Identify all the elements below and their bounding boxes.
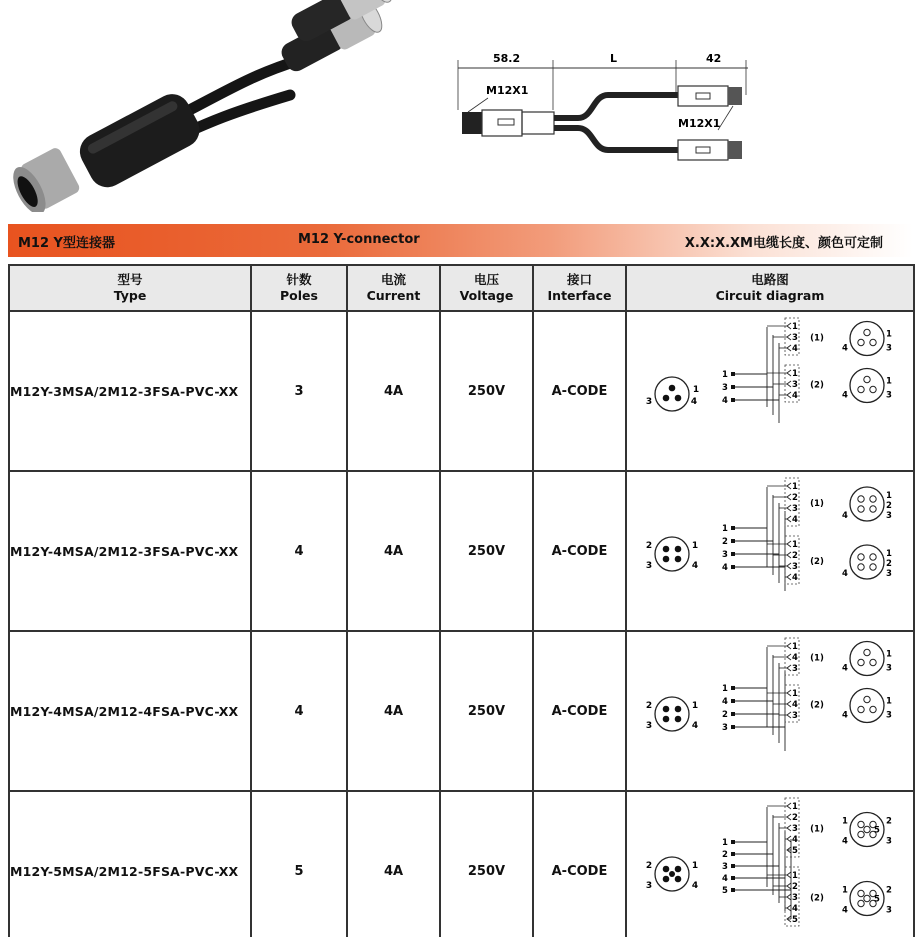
female-pin-label: 1	[886, 649, 892, 660]
female-pin-label: 2	[886, 559, 892, 569]
terminal-pin-label: 3	[792, 664, 798, 674]
pin-dot	[669, 385, 676, 392]
socket-hole	[858, 706, 864, 712]
male-connector-face	[655, 377, 689, 411]
socket-hole	[858, 506, 864, 512]
socket-hole	[858, 339, 864, 345]
wire-terminal	[731, 385, 735, 389]
terminal-pin-label: 1	[792, 871, 798, 881]
input-pin-label: 1	[722, 684, 728, 694]
terminal-pin-label: 1	[792, 482, 798, 492]
current-cell: 4A	[347, 791, 440, 937]
terminal-pin-label: 4	[792, 391, 798, 401]
male-pin-label: 3	[645, 721, 653, 731]
male-pin-label: 3	[645, 397, 653, 407]
contact-arrow	[787, 345, 791, 351]
female-connector-face	[850, 545, 884, 579]
contact-arrow	[787, 334, 791, 340]
contact-arrow	[787, 872, 791, 878]
spec-table	[8, 264, 915, 937]
voltage-cell: 250V	[440, 311, 533, 471]
socket-hole	[870, 386, 876, 392]
female-pin-label: 3	[886, 343, 892, 354]
group-tag: (2)	[810, 380, 824, 391]
contact-arrow	[787, 690, 791, 696]
table-row	[9, 791, 914, 937]
input-pin-label: 5	[722, 886, 728, 896]
terminal-pin-label: 2	[792, 493, 798, 503]
voltage-cell: 250V	[440, 471, 533, 631]
circuit-diagram-cell	[626, 311, 914, 471]
socket-hole	[870, 506, 876, 512]
input-pin-label: 3	[722, 862, 728, 872]
terminal-pin-label: 4	[792, 515, 798, 525]
male-connector-face	[655, 697, 689, 731]
input-pin-label: 1	[722, 838, 728, 848]
female-pin-label: 1	[886, 329, 892, 340]
female-pin-label: 1	[886, 549, 892, 559]
socket-hole	[858, 564, 864, 570]
circuit-diagram-cell	[626, 471, 914, 631]
wire-terminal	[731, 565, 735, 569]
header-voltage: 电压 Voltage	[440, 265, 533, 311]
terminal-pin-label: 4	[792, 344, 798, 354]
socket-hole	[864, 376, 870, 382]
input-pin-label: 1	[722, 370, 728, 380]
thread-female-label: M12X1	[678, 117, 721, 130]
terminal-pin-label: 4	[792, 573, 798, 583]
male-pin-label: 1	[691, 701, 699, 711]
contact-arrow	[787, 494, 791, 500]
female-pin-label: 3	[886, 836, 892, 847]
terminal-pin-label: 1	[792, 802, 798, 812]
pin-dot	[675, 876, 682, 883]
pin-dot	[663, 395, 670, 402]
header-poles: 针数 Poles	[251, 265, 347, 311]
terminal-pin-label: 5	[792, 846, 798, 856]
group-tag: (1)	[810, 333, 824, 344]
terminal-pin-label: 1	[792, 369, 798, 379]
current-cell: 4A	[347, 471, 440, 631]
female-connector-face	[850, 322, 884, 356]
female-pin-label: 2	[886, 816, 892, 827]
interface-cell: A-CODE	[533, 791, 626, 937]
group-tag: (2)	[810, 557, 824, 567]
female-pin-label: 4	[842, 663, 848, 674]
contact-arrow	[787, 541, 791, 547]
group-tag: (2)	[810, 700, 824, 711]
wire-terminal	[731, 539, 735, 543]
dimension-drawing	[448, 40, 768, 170]
female-pin-label: 4	[842, 836, 848, 847]
contact-arrow	[787, 323, 791, 329]
contact-arrow	[787, 894, 791, 900]
male-connector-face	[655, 537, 689, 571]
female-pin-label: 3	[886, 905, 892, 916]
group-tag: (2)	[810, 893, 824, 904]
input-pin-label: 2	[722, 537, 728, 547]
female-pin-label: 4	[842, 343, 848, 354]
terminal-pin-label: 4	[792, 904, 798, 914]
wire-terminal	[731, 852, 735, 856]
male-pin-label: 4	[690, 397, 698, 407]
socket-hole	[870, 554, 876, 560]
socket-hole	[864, 696, 870, 702]
current-cell: 4A	[347, 631, 440, 791]
female-pin-label: 1	[842, 816, 848, 827]
female-pin-label: 4	[842, 511, 848, 521]
terminal-pin-label: 4	[792, 835, 798, 845]
header-circuit: 电路图 Circuit diagram	[626, 265, 914, 311]
model-cell: M12Y-4MSA/2M12-4FSA-PVC-XX	[9, 631, 251, 791]
circuit-diagram	[627, 472, 913, 626]
terminal-pin-label: 1	[792, 322, 798, 332]
circuit-diagram	[627, 632, 913, 786]
terminal-pin-label: 1	[792, 642, 798, 652]
pin-dot	[675, 546, 682, 553]
title-cn: M12 Y型连接器	[18, 236, 115, 251]
terminal-pin-label: 3	[792, 824, 798, 834]
male-pin-label: 2	[645, 861, 653, 871]
terminal-pin-label: 3	[792, 333, 798, 343]
model-cell: M12Y-3MSA/2M12-3FSA-PVC-XX	[9, 311, 251, 471]
terminal-pin-label: 1	[792, 540, 798, 550]
pin-dot	[663, 556, 670, 563]
header-type: 型号 Type	[9, 265, 251, 311]
wire-terminal	[731, 552, 735, 556]
terminal-pin-label: 4	[792, 653, 798, 663]
female-pin-label: 3	[886, 663, 892, 674]
socket-hole	[858, 554, 864, 560]
interface-cell: A-CODE	[533, 311, 626, 471]
female-pin-label: 1	[886, 696, 892, 707]
female-connector-face	[850, 369, 884, 403]
input-pin-label: 2	[722, 850, 728, 860]
pin-dot	[675, 556, 682, 563]
pin-dot	[675, 716, 682, 723]
wire-terminal	[731, 686, 735, 690]
contact-arrow	[787, 552, 791, 558]
socket-hole	[864, 329, 870, 335]
contact-arrow	[787, 381, 791, 387]
contact-arrow	[787, 665, 791, 671]
input-pin-label: 2	[722, 710, 728, 720]
pin-dot	[663, 716, 670, 723]
socket-hole	[870, 564, 876, 570]
pin-dot	[675, 706, 682, 713]
table-row	[9, 311, 914, 471]
socket-hole	[858, 890, 864, 896]
contact-arrow	[787, 370, 791, 376]
male-pin-label: 4	[691, 561, 699, 571]
circuit-diagram	[627, 792, 913, 937]
voltage-cell: 250V	[440, 791, 533, 937]
wire-terminal	[731, 372, 735, 376]
pin-dot	[663, 706, 670, 713]
contact-arrow	[787, 825, 791, 831]
contact-arrow	[787, 701, 791, 707]
socket-hole	[870, 496, 876, 502]
group-tag: (1)	[810, 824, 824, 835]
female-pin-label: 4	[842, 905, 848, 916]
poles-cell: 4	[251, 631, 347, 791]
model-cell: M12Y-4MSA/2M12-3FSA-PVC-XX	[9, 471, 251, 631]
circuit-diagram-cell	[626, 791, 914, 937]
female-pin-label: 3	[886, 569, 892, 579]
female-pin-label: 5	[874, 825, 880, 836]
wire-terminal	[731, 840, 735, 844]
contact-arrow	[787, 712, 791, 718]
table-row	[9, 471, 914, 631]
wire-terminal	[731, 876, 735, 880]
male-pin-label: 4	[691, 721, 699, 731]
group-tag: (1)	[810, 653, 824, 664]
wire-terminal	[731, 864, 735, 868]
table-row	[9, 631, 914, 791]
female-connector-face	[850, 487, 884, 521]
product-photo	[0, 0, 420, 212]
socket-hole	[864, 649, 870, 655]
wire-terminal	[731, 725, 735, 729]
dim-right-label: 42	[706, 52, 722, 65]
input-pin-label: 3	[722, 550, 728, 560]
dim-left-label: 58.2	[493, 52, 521, 65]
wire-terminal	[731, 398, 735, 402]
pin-dot	[675, 395, 682, 402]
input-pin-label: 4	[722, 396, 728, 406]
socket-hole	[870, 339, 876, 345]
male-pin-label: 2	[645, 701, 653, 711]
female-pin-label: 3	[886, 390, 892, 401]
female-pin-label: 5	[874, 894, 880, 905]
contact-arrow	[787, 574, 791, 580]
terminal-pin-label: 2	[792, 882, 798, 892]
contact-arrow	[787, 883, 791, 889]
terminal-pin-label: 3	[792, 504, 798, 514]
thread-male-label: M12X1	[486, 84, 529, 97]
male-pin-label: 1	[692, 385, 700, 395]
model-cell: M12Y-5MSA/2M12-5FSA-PVC-XX	[9, 791, 251, 937]
female-pin-label: 4	[842, 569, 848, 579]
wire-terminal	[731, 699, 735, 703]
socket-hole	[864, 826, 870, 832]
contact-arrow	[787, 643, 791, 649]
input-pin-label: 4	[722, 697, 728, 707]
female-pin-label: 2	[886, 885, 892, 896]
input-pin-label: 4	[722, 563, 728, 573]
contact-arrow	[787, 392, 791, 398]
female-pin-label: 2	[886, 501, 892, 511]
wire-terminal	[731, 526, 735, 530]
title-en: M12 Y-connector	[298, 232, 420, 247]
contact-arrow	[787, 803, 791, 809]
female-pin-label: 4	[842, 390, 848, 401]
pin-dot	[663, 866, 670, 873]
input-pin-label: 3	[722, 723, 728, 733]
interface-cell: A-CODE	[533, 631, 626, 791]
poles-cell: 3	[251, 311, 347, 471]
terminal-pin-label: 3	[792, 562, 798, 572]
section-header-bar	[8, 224, 913, 257]
socket-hole	[858, 831, 864, 837]
contact-arrow	[787, 483, 791, 489]
socket-hole	[858, 496, 864, 502]
female-pin-label: 3	[886, 710, 892, 721]
female-pin-label: 3	[886, 511, 892, 521]
input-pin-label: 4	[722, 874, 728, 884]
wire-terminal	[731, 888, 735, 892]
female-pin-label: 1	[842, 885, 848, 896]
pin-dot	[669, 871, 675, 877]
customization-note: X.X:X.XM电缆长度、颜色可定制	[684, 236, 883, 251]
female-connector-face	[850, 689, 884, 723]
table-header-row	[9, 265, 914, 311]
voltage-cell: 250V	[440, 631, 533, 791]
socket-hole	[864, 895, 870, 901]
female-pin-label: 1	[886, 376, 892, 387]
male-pin-label: 1	[691, 861, 699, 871]
socket-hole	[858, 900, 864, 906]
terminal-pin-label: 3	[792, 380, 798, 390]
female-pin-label: 1	[886, 491, 892, 501]
male-pin-label: 1	[691, 541, 699, 551]
input-pin-label: 3	[722, 383, 728, 393]
contact-arrow	[787, 814, 791, 820]
pin-dot	[675, 866, 682, 873]
socket-hole	[858, 386, 864, 392]
interface-cell: A-CODE	[533, 471, 626, 631]
female-connector-face	[850, 642, 884, 676]
socket-hole	[858, 821, 864, 827]
socket-hole	[870, 659, 876, 665]
terminal-pin-label: 3	[792, 711, 798, 721]
poles-cell: 4	[251, 471, 347, 631]
dim-mid-label: L	[610, 52, 618, 65]
terminal-pin-label: 1	[792, 689, 798, 699]
current-cell: 4A	[347, 311, 440, 471]
terminal-pin-label: 2	[792, 813, 798, 823]
input-pin-label: 1	[722, 524, 728, 534]
socket-hole	[858, 659, 864, 665]
male-pin-label: 2	[645, 541, 653, 551]
male-pin-label: 4	[691, 881, 699, 891]
header-interface: 接口 Interface	[533, 265, 626, 311]
contact-arrow	[787, 563, 791, 569]
circuit-diagram-cell	[626, 631, 914, 791]
contact-arrow	[787, 905, 791, 911]
socket-hole	[870, 706, 876, 712]
male-pin-label: 3	[645, 881, 653, 891]
wire-terminal	[731, 712, 735, 716]
terminal-pin-label: 5	[792, 915, 798, 925]
pin-dot	[663, 546, 670, 553]
contact-arrow	[787, 654, 791, 660]
poles-cell: 5	[251, 791, 347, 937]
header-current: 电流 Current	[347, 265, 440, 311]
contact-arrow	[787, 505, 791, 511]
contact-arrow	[787, 516, 791, 522]
contact-arrow	[787, 836, 791, 842]
terminal-pin-label: 3	[792, 893, 798, 903]
group-tag: (1)	[810, 499, 824, 509]
pin-dot	[663, 876, 670, 883]
male-pin-label: 3	[645, 561, 653, 571]
product-area	[0, 0, 917, 215]
terminal-pin-label: 2	[792, 551, 798, 561]
female-pin-label: 4	[842, 710, 848, 721]
circuit-diagram	[627, 312, 913, 466]
terminal-pin-label: 4	[792, 700, 798, 710]
